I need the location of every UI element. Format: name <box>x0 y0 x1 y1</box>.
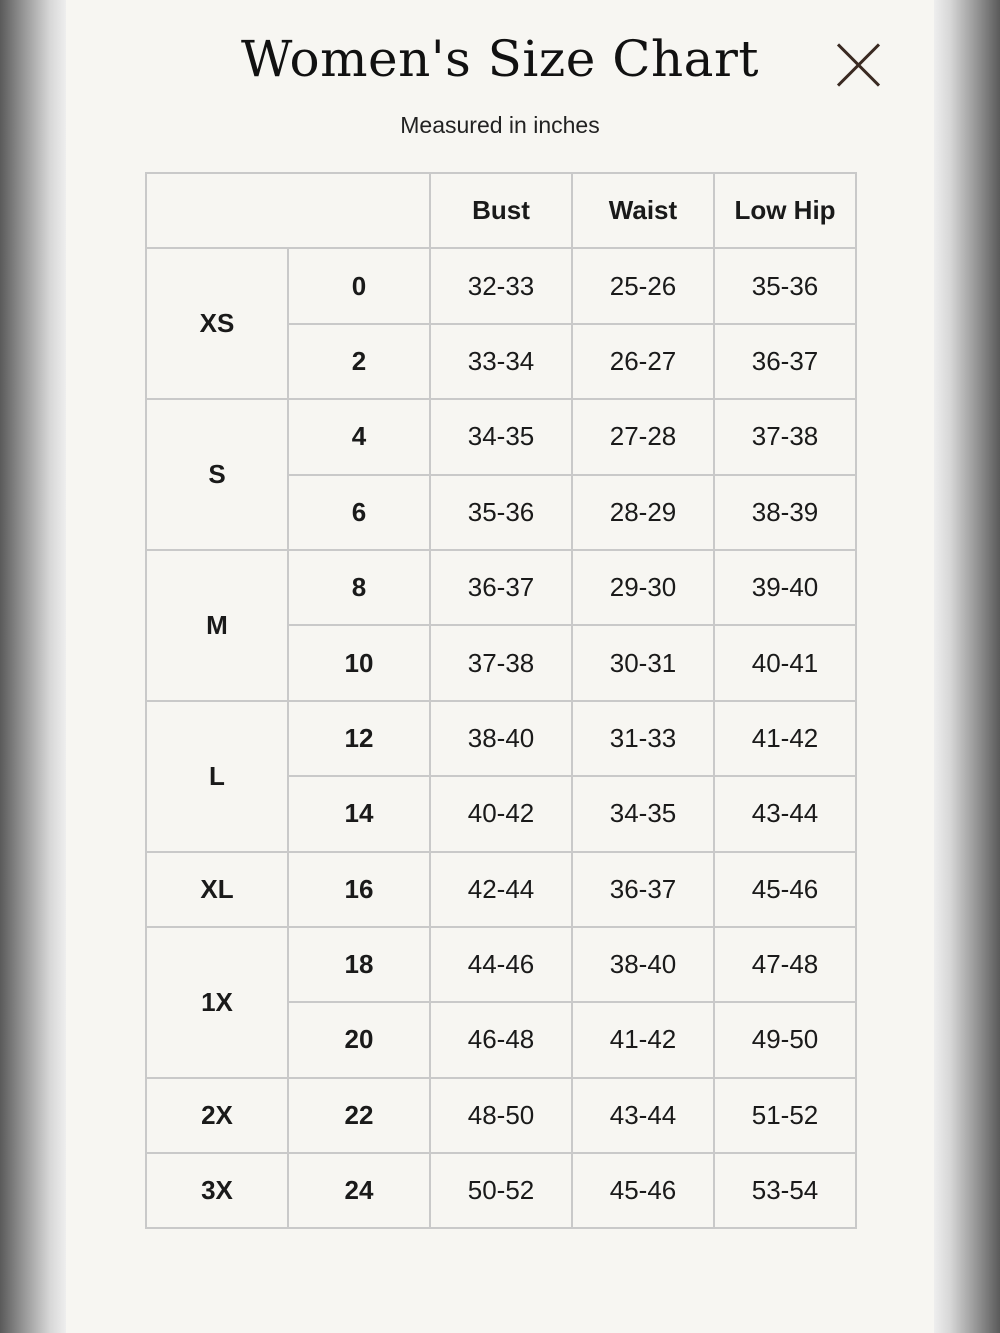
header-low-hip: Low Hip <box>714 173 856 248</box>
waist-value: 27-28 <box>572 399 714 474</box>
waist-value: 28-29 <box>572 475 714 550</box>
size-number: 10 <box>288 625 430 700</box>
bust-value: 38-40 <box>430 701 572 776</box>
table-row <box>146 1153 856 1228</box>
bust-value: 42-44 <box>430 852 572 927</box>
waist-value: 38-40 <box>572 927 714 1002</box>
bust-value: 33-34 <box>430 324 572 399</box>
hip-value: 49-50 <box>714 1002 856 1077</box>
size-number: 16 <box>288 852 430 927</box>
size-letter: L <box>146 701 288 852</box>
size-letter: M <box>146 550 288 701</box>
size-chart-modal <box>66 0 934 1333</box>
size-number: 20 <box>288 1002 430 1077</box>
bust-value: 46-48 <box>430 1002 572 1077</box>
size-number: 22 <box>288 1078 430 1153</box>
header-bust: Bust <box>430 173 572 248</box>
modal-subtitle: Measured in inches <box>400 112 600 138</box>
bust-value: 36-37 <box>430 550 572 625</box>
bust-value: 37-38 <box>430 625 572 700</box>
waist-value: 25-26 <box>572 248 714 323</box>
hip-value: 53-54 <box>714 1153 856 1228</box>
modal-title: Women's Size Chart <box>241 30 759 88</box>
size-number: 6 <box>288 475 430 550</box>
waist-value: 29-30 <box>572 550 714 625</box>
bust-value: 48-50 <box>430 1078 572 1153</box>
size-letter: XL <box>146 852 288 927</box>
hip-value: 41-42 <box>714 701 856 776</box>
size-number: 14 <box>288 776 430 851</box>
size-number: 2 <box>288 324 430 399</box>
bust-value: 32-33 <box>430 248 572 323</box>
waist-value: 34-35 <box>572 776 714 851</box>
table-row <box>146 248 856 323</box>
bust-value: 50-52 <box>430 1153 572 1228</box>
hip-value: 36-37 <box>714 324 856 399</box>
table-row <box>146 852 856 927</box>
header-waist: Waist <box>572 173 714 248</box>
table-header-corner <box>146 173 430 248</box>
hip-value: 43-44 <box>714 776 856 851</box>
size-number: 4 <box>288 399 430 474</box>
size-chart-table <box>145 172 857 1229</box>
table-row <box>146 550 856 625</box>
waist-value: 41-42 <box>572 1002 714 1077</box>
hip-value: 38-39 <box>714 475 856 550</box>
bust-value: 35-36 <box>430 475 572 550</box>
size-number: 18 <box>288 927 430 1002</box>
size-number: 0 <box>288 248 430 323</box>
bust-value: 34-35 <box>430 399 572 474</box>
size-letter: 3X <box>146 1153 288 1228</box>
close-icon[interactable] <box>836 42 882 88</box>
bust-value: 40-42 <box>430 776 572 851</box>
size-letter: S <box>146 399 288 550</box>
hip-value: 39-40 <box>714 550 856 625</box>
table-header-row <box>146 173 856 248</box>
size-letter: XS <box>146 248 288 399</box>
waist-value: 43-44 <box>572 1078 714 1153</box>
table-row <box>146 1078 856 1153</box>
hip-value: 40-41 <box>714 625 856 700</box>
waist-value: 45-46 <box>572 1153 714 1228</box>
size-number: 24 <box>288 1153 430 1228</box>
table-row <box>146 927 856 1002</box>
waist-value: 30-31 <box>572 625 714 700</box>
bust-value: 44-46 <box>430 927 572 1002</box>
hip-value: 47-48 <box>714 927 856 1002</box>
hip-value: 37-38 <box>714 399 856 474</box>
size-letter: 2X <box>146 1078 288 1153</box>
waist-value: 36-37 <box>572 852 714 927</box>
size-number: 8 <box>288 550 430 625</box>
table-row <box>146 399 856 474</box>
size-letter: 1X <box>146 927 288 1078</box>
table-row <box>146 701 856 776</box>
waist-value: 26-27 <box>572 324 714 399</box>
hip-value: 51-52 <box>714 1078 856 1153</box>
hip-value: 35-36 <box>714 248 856 323</box>
waist-value: 31-33 <box>572 701 714 776</box>
size-number: 12 <box>288 701 430 776</box>
hip-value: 45-46 <box>714 852 856 927</box>
